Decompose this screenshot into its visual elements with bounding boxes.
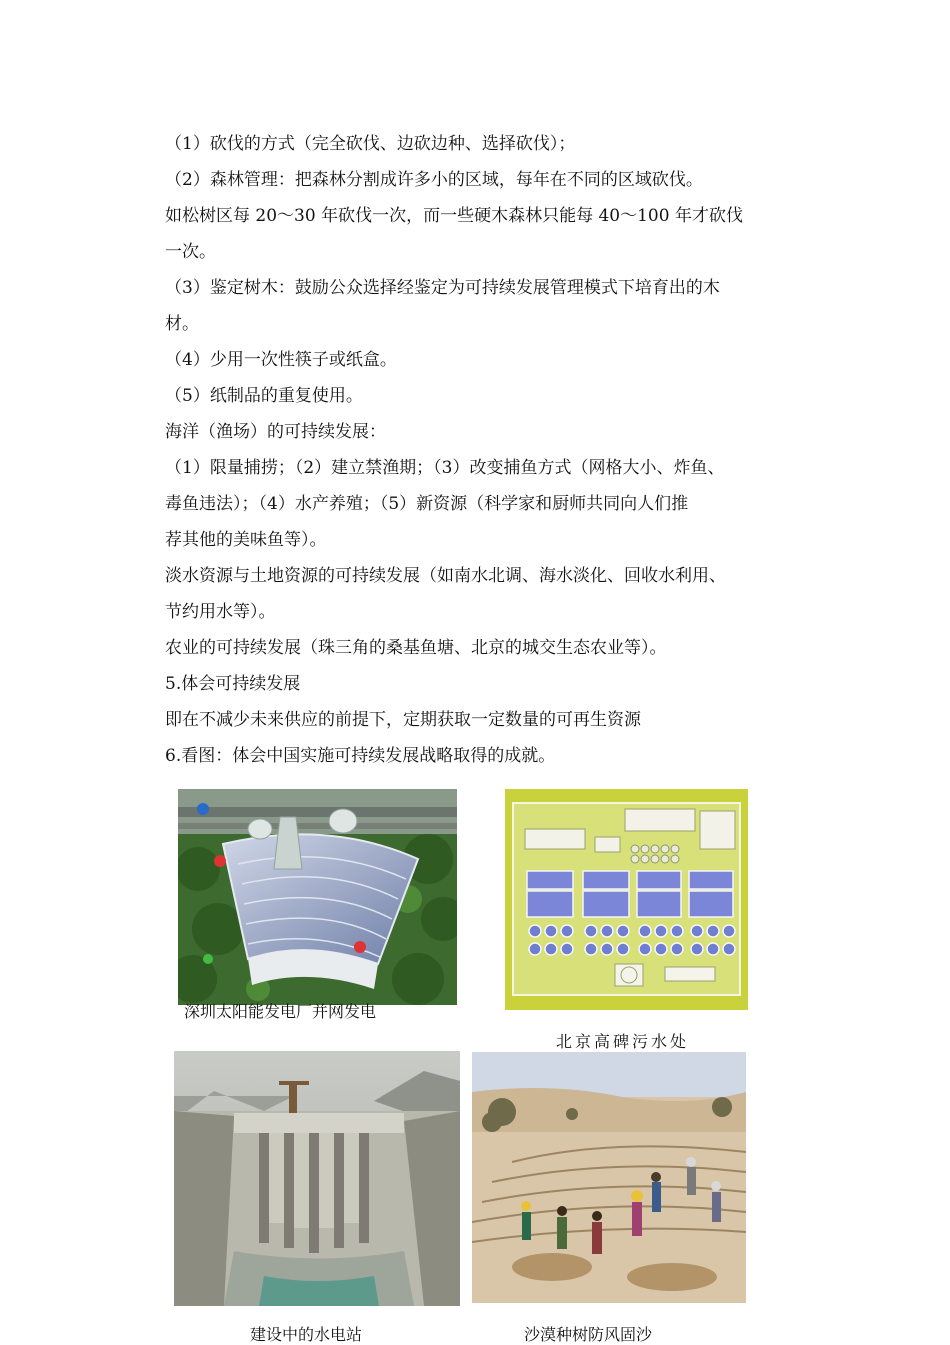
text-line: 淡水资源与土地资源的可持续发展（如南水北调、海水淡化、回收水利用、	[165, 566, 726, 586]
desert-planting-photo	[472, 1052, 746, 1303]
hydropower-dam-photo	[174, 1051, 460, 1306]
section-heading: 6.看图：体会中国实施可持续发展战略取得的成就。	[165, 746, 556, 766]
solar-plant-caption: 深圳太阳能发电厂并网发电	[184, 1002, 377, 1021]
text-line: 毒鱼违法）；（4）水产养殖；（5）新资源（科学家和厨师共同向人们推	[165, 494, 689, 514]
text-line: 节约用水等）。	[165, 602, 276, 622]
solar-plant-photo	[178, 789, 457, 1005]
section-heading: 5.体会可持续发展	[165, 674, 301, 694]
desert-planting-caption: 沙漠种树防风固沙	[524, 1325, 653, 1344]
text-line: 荐其他的美味鱼等）。	[165, 530, 327, 550]
text-line: 材。	[165, 314, 199, 334]
sewage-plant-photo	[505, 789, 748, 1010]
text-line: 即在不减少未来供应的前提下，定期获取一定数量的可再生资源	[165, 710, 641, 730]
text-line: 海洋（渔场）的可持续发展：	[165, 422, 386, 442]
hydropower-dam-caption: 建设中的水电站	[250, 1325, 363, 1344]
text-line: （2）森林管理：把森林分割成许多小的区域，每年在不同的区域砍伐。	[165, 170, 703, 190]
text-line: （5）纸制品的重复使用。	[165, 386, 363, 406]
text-line: 如松树区每 20～30 年砍伐一次，而一些硬木森林只能每 40～100 年才砍伐	[165, 206, 743, 226]
text-line: （3）鉴定树木：鼓励公众选择经鉴定为可持续发展管理模式下培育出的木	[165, 278, 720, 298]
text-line: （4）少用一次性筷子或纸盒。	[165, 350, 397, 370]
text-line: 农业的可持续发展（珠三角的桑基鱼塘、北京的城交生态农业等）。	[165, 638, 667, 658]
text-line: 一次。	[165, 242, 216, 262]
text-line: （1）砍伐的方式（完全砍伐、边砍边种、选择砍伐）；	[165, 134, 576, 154]
text-line: （1）限量捕捞；（2）建立禁渔期；（3）改变捕鱼方式（网格大小、炸鱼、	[165, 458, 725, 478]
sewage-plant-caption: 北京高碑污水处	[556, 1032, 690, 1051]
